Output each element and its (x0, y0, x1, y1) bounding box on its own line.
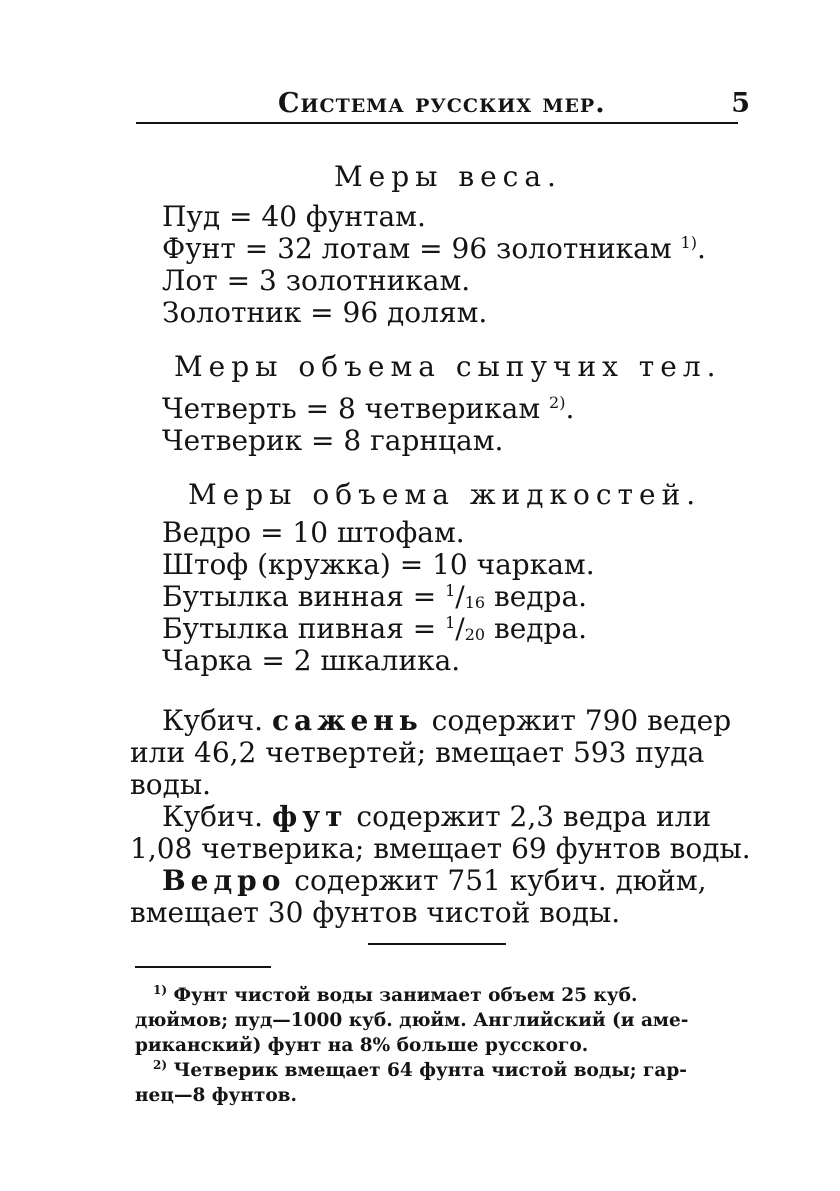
header-title: Система русских мер. (278, 88, 606, 119)
footnote-2-line-2: нец—8 фунтов. (135, 1085, 297, 1106)
dry-line-2: Четверик = 8 гарнцам. (162, 424, 504, 457)
fraction-numerator: 1 (445, 613, 456, 632)
page-number: 5 (731, 88, 750, 119)
p1-suffix: содержит 790 ведер (422, 704, 732, 737)
footnote-1 (135, 978, 755, 1058)
running-header (136, 88, 750, 128)
weight-line-2-tail: . (696, 232, 706, 265)
p2-suffix: содержит 2,3 ведра или (347, 800, 712, 833)
liquid-line-3-pre: Бутылка винная = (162, 580, 446, 613)
section-title-weight: Меры веса. (334, 160, 562, 193)
header-rule (136, 122, 738, 124)
p1-emphasis: сажень (271, 704, 423, 737)
liquid-line-5: Чарка = 2 шкалика. (162, 644, 461, 677)
paragraph-2-line-1 (162, 800, 792, 833)
liquid-line-4-pre: Бутылка пивная = (162, 612, 446, 645)
liquid-line-2: Штоф (кружка) = 10 чаркам. (162, 548, 595, 581)
paragraph-3-line-2: вмещает 30 фунтов чистой воды. (130, 896, 621, 929)
dry-line-1-tail: . (565, 392, 575, 425)
p2-prefix: Кубич. (162, 800, 272, 833)
footnote-2-mark: 2) (153, 1058, 168, 1072)
footnote-ref-1: 1) (680, 233, 697, 252)
weight-line-2-text: Фунт = 32 лотам = 96 золотникам (162, 232, 672, 265)
section-title-liquid: Меры объема жидкостей. (188, 478, 702, 511)
fraction-numerator: 1 (445, 581, 456, 600)
liquid-line-4-post: ведра. (485, 612, 588, 645)
footnote-1-line-1: Фунт чистой воды занимает объем 25 куб. (167, 985, 638, 1006)
liquid-line-3-post: ведра. (485, 580, 588, 613)
paragraph-3-line-1 (162, 864, 792, 897)
liquid-line-4: Бутылка пивная = $^1/_{20}$ ведра. (162, 612, 588, 645)
p2-emphasis: фут (271, 800, 348, 833)
weight-line-1: Пуд = 40 фунтам. (162, 200, 426, 233)
weight-line-2 (162, 232, 706, 265)
p3-suffix: содержит 751 кубич. дюйм, (285, 864, 707, 897)
footnote-1-mark: 1) (153, 983, 168, 997)
paragraph-1-line-1 (162, 704, 792, 737)
paragraph-1-line-2: или 46,2 четвертей; вмещает 593 пуда (130, 736, 705, 769)
p1-prefix: Кубич. (162, 704, 272, 737)
fraction-denominator: 20 (464, 625, 486, 644)
weight-line-4: Золотник = 96 долям. (162, 296, 488, 329)
liquid-line-3: Бутылка винная = $^1/_{16}$ ведра. (162, 580, 588, 613)
p3-emphasis: Ведро (162, 864, 286, 897)
paragraph-2-line-2: 1,08 четверика; вмещает 69 фунтов воды. (130, 832, 751, 865)
dry-line-1-text: Четверть = 8 четверикам (162, 392, 541, 425)
footnote-ref-2: 2) (549, 393, 566, 412)
paragraph-1-line-3: воды. (130, 768, 212, 801)
fraction-denominator: 16 (464, 593, 486, 612)
section-title-dry: Меры объема сыпучих тел. (174, 350, 722, 383)
footnote-2-line-1: Четверик вмещает 64 фунта чистой воды; гар- (167, 1060, 687, 1081)
section-divider (368, 943, 506, 945)
footnote-1-line-2: дюймов; пуд—1000 куб. дюйм. Английский (и аме- (135, 1010, 689, 1031)
weight-line-3: Лот = 3 золотникам. (162, 264, 471, 297)
footnote-2 (135, 1053, 755, 1108)
footnote-1-line-3: риканский) фунт на 8% больше русского. (135, 1035, 589, 1056)
footnote-rule (135, 966, 271, 968)
dry-line-1 (162, 392, 574, 425)
liquid-line-1: Ведро = 10 штофам. (162, 516, 465, 549)
